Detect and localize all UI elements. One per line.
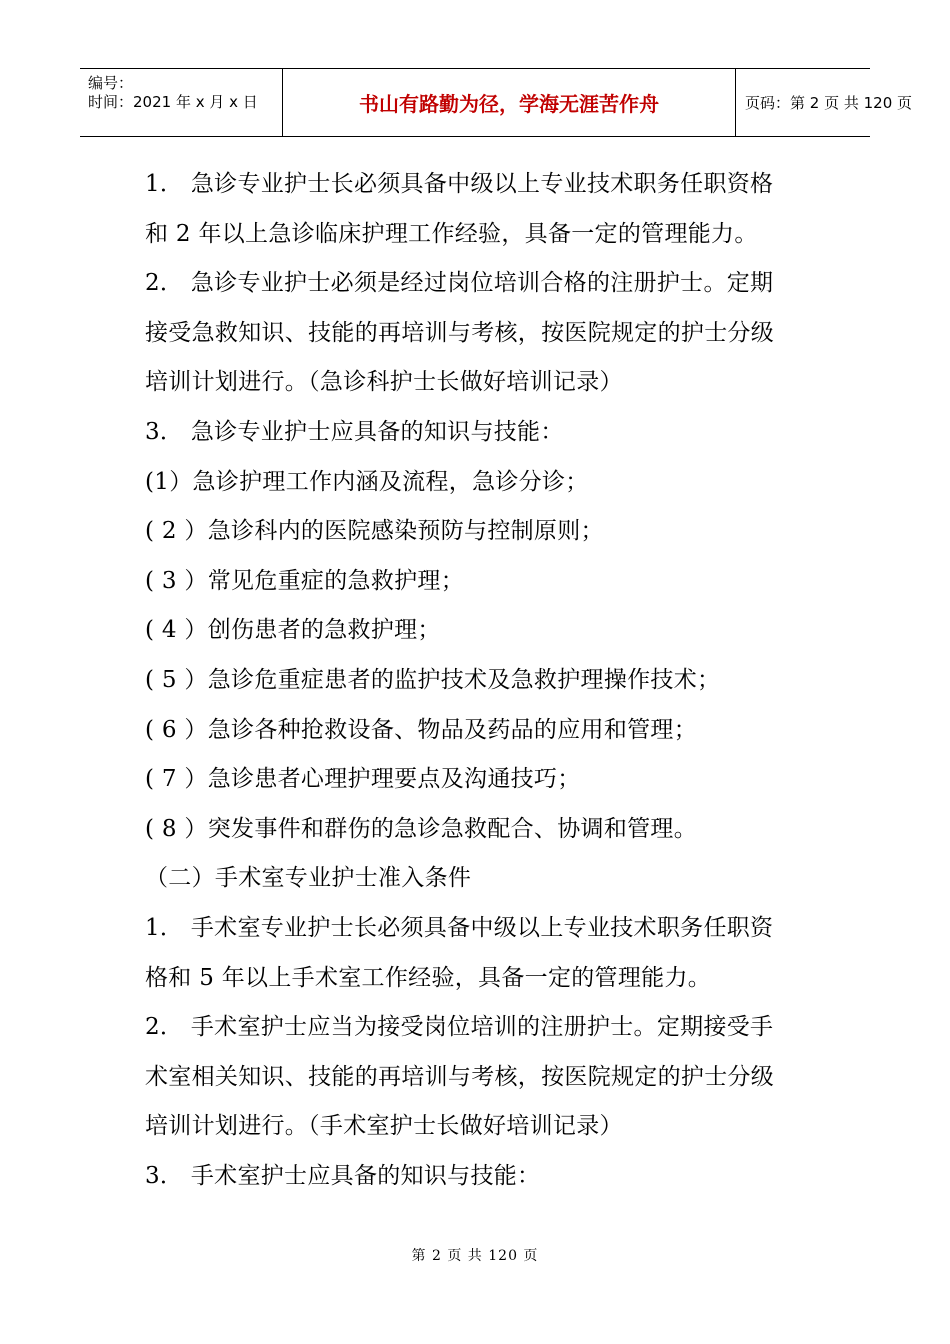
- text-line: 2． 急诊专业护士必须是经过岗位培训合格的注册护士。定期: [145, 270, 774, 297]
- text-line: 3． 手术室护士应具备的知识与技能：: [145, 1163, 541, 1189]
- text-line: 3． 急诊专业护士应具备的知识与技能：: [145, 419, 564, 445]
- header-left-cell: [80, 69, 282, 136]
- text-line: (1）急诊护理工作内涵及流程，急诊分诊；: [145, 468, 589, 495]
- text-line: 格和 5 年以上手术室工作经验，具备一定的管理能力。: [145, 964, 712, 991]
- document-header: [80, 68, 913, 137]
- text-line: 接受急救知识、技能的再培训与考核，按医院规定的护士分级: [145, 319, 775, 346]
- page-code: 页码：第 2 页 共 120 页: [745, 94, 913, 112]
- text-line: 术室相关知识、技能的再培训与考核，按医院规定的护士分级: [145, 1063, 775, 1090]
- text-line: ( 5 ）急诊危重症患者的监护技术及急救护理操作技术；: [145, 667, 721, 693]
- text-line: 和 2 年以上急诊临床护理工作经验，具备一定的管理能力。: [145, 220, 758, 247]
- text-line: 培训计划进行。（手术室护士长做好培训记录）: [145, 1113, 623, 1140]
- text-line: ( 4 ）创伤患者的急救护理；: [145, 617, 441, 644]
- document-number-label: 编号：: [88, 74, 134, 92]
- header-motto: 书山有路勤为径，学海无涯苦作舟: [359, 92, 659, 116]
- text-line: 培训计划进行。（急诊科护士长做好培训记录）: [145, 369, 623, 396]
- text-line: ( 8 ）突发事件和群伤的急诊急救配合、协调和管理。: [145, 815, 698, 842]
- header-right-cell: [735, 69, 913, 136]
- document-date: 时间：2021 年 x 月 x 日: [88, 93, 258, 111]
- text-line: 1． 手术室专业护士长必须具备中级以上专业技术职务任职资: [145, 915, 774, 941]
- page-footer: 第 2 页 共 120 页: [411, 1248, 539, 1264]
- text-line: ( 2 ）急诊科内的医院感染预防与控制原则；: [145, 518, 604, 545]
- text-line: ( 6 ）急诊各种抢救设备、物品及药品的应用和管理；: [145, 716, 698, 743]
- header-center-cell: [282, 69, 736, 136]
- text-line: （二）手术室专业护士准入条件: [145, 865, 472, 892]
- text-line: 1． 急诊专业护士长必须具备中级以上专业技术职务任职资格: [145, 171, 774, 197]
- text-line: 2． 手术室护士应当为接受岗位培训的注册护士。定期接受手: [145, 1014, 774, 1041]
- text-line: ( 7 ）急诊患者心理护理要点及沟通技巧；: [145, 766, 581, 793]
- text-line: ( 3 ）常见危重症的急救护理；: [145, 567, 465, 594]
